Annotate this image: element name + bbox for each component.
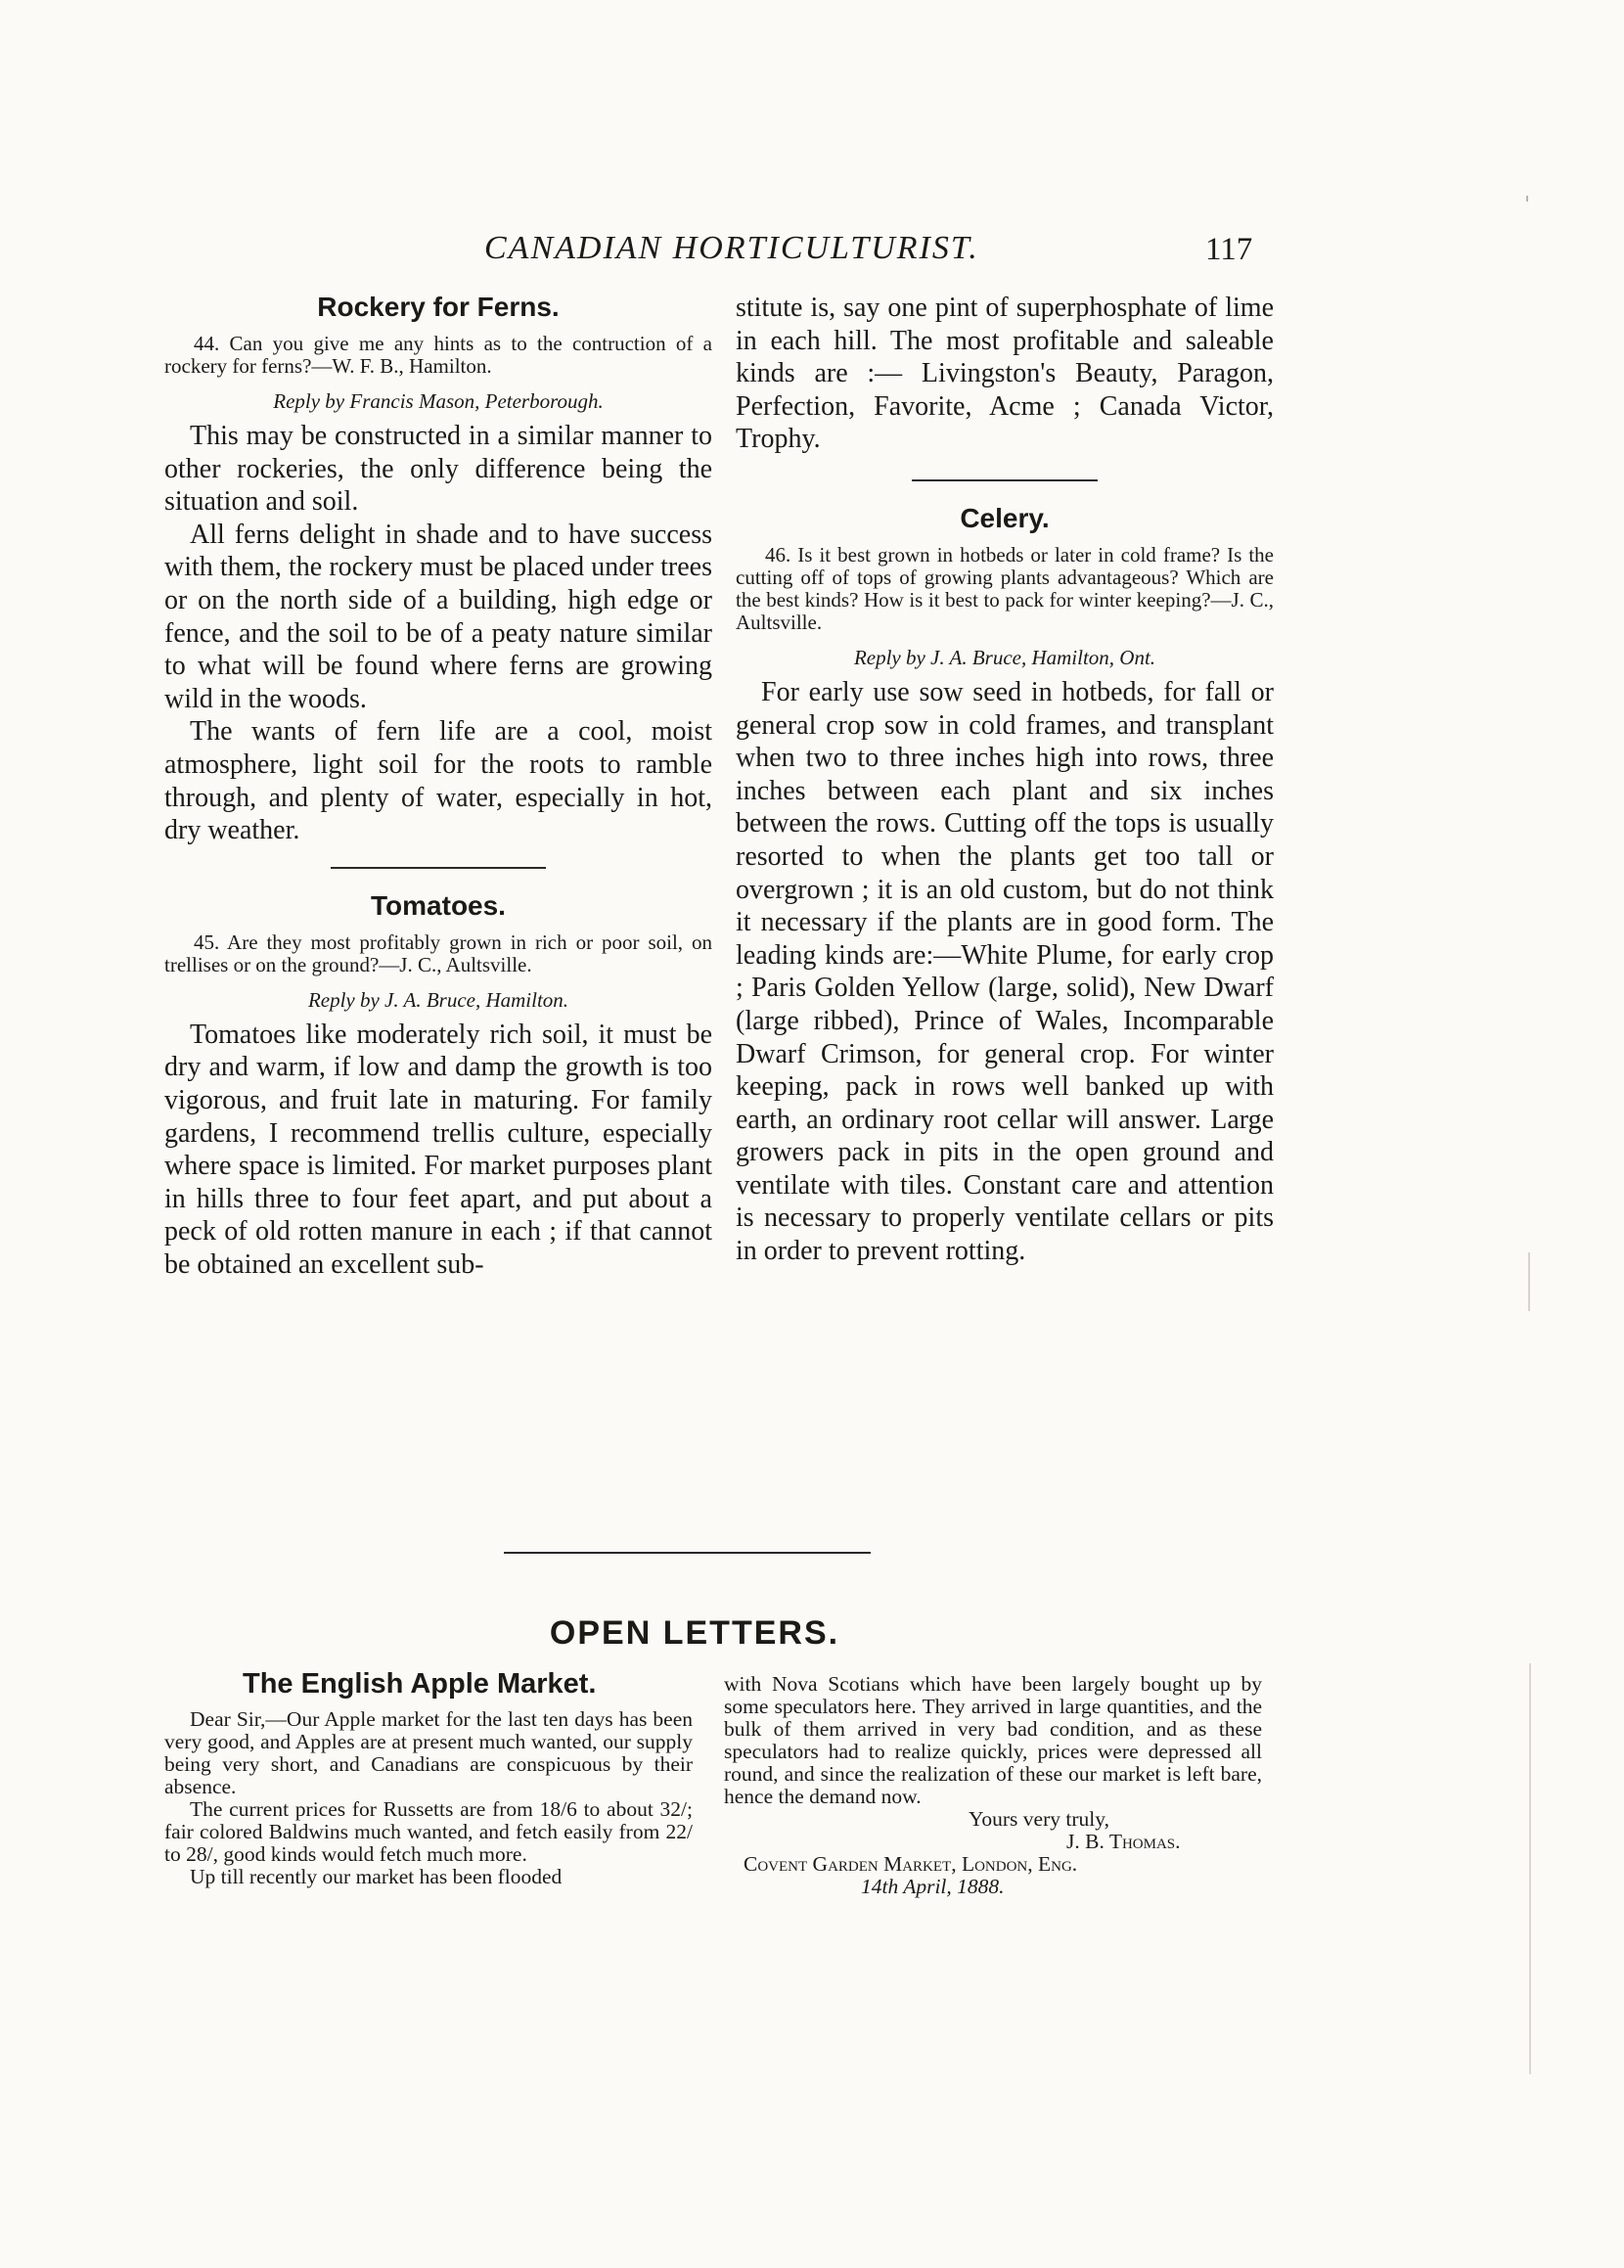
- letter-left-column: [164, 1668, 693, 1888]
- open-letters-title: OPEN LETTERS.: [549, 1614, 840, 1652]
- ferns-paragraph-1: This may be constructed in a similar manner to other rockeries, the only difference being the situation and soil.: [164, 421, 712, 518]
- letter-paragraph-3: Up till recently our market has been flooded: [190, 1865, 563, 1888]
- letter-address: Covent Garden Market, London, Eng.: [744, 1852, 1078, 1876]
- section-divider: [331, 867, 546, 869]
- scan-edge-mark: [1528, 1252, 1530, 1311]
- page-number: 117: [1205, 232, 1253, 267]
- letter-closing: Yours very truly,: [969, 1807, 1109, 1831]
- letter-signature: J. B. Thomas.: [1066, 1830, 1181, 1853]
- ferns-paragraph-3: The wants of fern life are a cool, moist atmosphere, light soil for the roots to ramble through, and plenty of water, especially in hot, dry weather.: [164, 716, 712, 846]
- open-letters-rule: [504, 1552, 871, 1554]
- tomatoes-reply: Reply by J. A. Bruce, Hamilton.: [307, 987, 569, 1012]
- running-header: CANADIAN HORTICULTURIST.: [484, 230, 979, 266]
- letter-date: 14th April, 1888.: [861, 1875, 1005, 1898]
- letter-right-column: [724, 1673, 1262, 1898]
- tomatoes-paragraph-1: Tomatoes like moderately rich soil, it must be dry and warm, if low and damp the growth is too vigorous, and fruit late in maturing. For family gardens, I recommend trellis culture, especially where space is limited. For market purposes plant in hills three to four feet apart, and put about a peck of old rotten manure in each ; if that cannot be obtained an excellent sub-: [164, 1019, 712, 1280]
- ferns-heading: Rockery for Ferns.: [317, 292, 560, 322]
- celery-question: 46. Is it best grown in hotbeds or later in cold frame? Is the cutting off of tops of growing plants advantageous? Which are the best kinds? How is it best to pack for winter keeping?—J. C., Aultsville.: [736, 542, 1274, 634]
- celery-paragraph-1: For early use sow seed in hotbeds, for fall or general crop sow in cold frames, and transplant when two to three inches high into rows, three inches between each plant and six inches between the rows. Cutting off the tops is usually resorted to when the plants get too tall or overgrown ; it is an old custom, but do not think it necessary if the plants are in good form. The leading kinds are:—White Plume, for early crop ; Paris Golden Yellow (large, solid), New Dwarf (large ribbed), Prince of Wales, Incomparable Dwarf Crimson, for general crop. For winter keeping, pack in rows well banked up with earth, an ordinary root cellar will answer. Large growers pack in pits in the open ground and ventilate with tiles. Constant care and attention is necessary to properly ventilate cellars or pits in order to prevent rotting.: [736, 676, 1274, 1267]
- tomatoes-continued: stitute is, say one pint of superphosphate of lime in each hill. The most profitable and saleable kinds are :— Livingston's Beauty, Paragon, Perfection, Favorite, Acme ; Canada Victor, Trophy.: [736, 293, 1274, 455]
- right-column: [736, 292, 1274, 1268]
- ferns-question: 44. Can you give me any hints as to the contruction of a rockery for ferns?—W. F. B., Hamilton.: [164, 332, 712, 378]
- scan-edge-mark: [1529, 1663, 1531, 2074]
- section-divider: [912, 479, 1098, 481]
- tomatoes-heading: Tomatoes.: [371, 889, 506, 921]
- left-column: [164, 292, 712, 1281]
- ferns-paragraph-2: All ferns delight in shade and to have success with them, the rockery must be placed under trees or on the north side of a building, high edge or fence, and the soil to be of a peaty nature similar to what will be found where ferns are growing wild in the woods.: [164, 519, 712, 714]
- letter-paragraph-4: with Nova Scotians which have been largely bought up by some speculators here. They arrived in large quantities, and the bulk of them arrived in very bad condition, and as these speculators had to realize quickly, prices were depressed all round, and since the realization of these our market is left bare, hence the demand now.: [724, 1672, 1262, 1808]
- scan-edge-mark: [1526, 196, 1528, 202]
- ferns-reply: Reply by Francis Mason, Peterborough.: [273, 389, 604, 413]
- celery-reply: Reply by J. A. Bruce, Hamilton, Ont.: [853, 645, 1156, 669]
- apple-market-heading: The English Apple Market.: [243, 1668, 597, 1700]
- letter-paragraph-2: The current prices for Russetts are from 18/6 to about 32/; fair colored Baldwins much wanted, and fetch easily from 22/ to 28/, good kinds would fetch much more.: [164, 1797, 693, 1866]
- celery-heading: Celery.: [960, 502, 1050, 533]
- letter-paragraph-1: Dear Sir,—Our Apple market for the last ten days has been very good, and Apples are at present much wanted, our supply being very short, and Canadians are conspicuous by their absence.: [164, 1707, 693, 1798]
- tomatoes-question: 45. Are they most profitably grown in rich or poor soil, on trellises or on the ground?—J. C., Aultsville.: [164, 930, 712, 976]
